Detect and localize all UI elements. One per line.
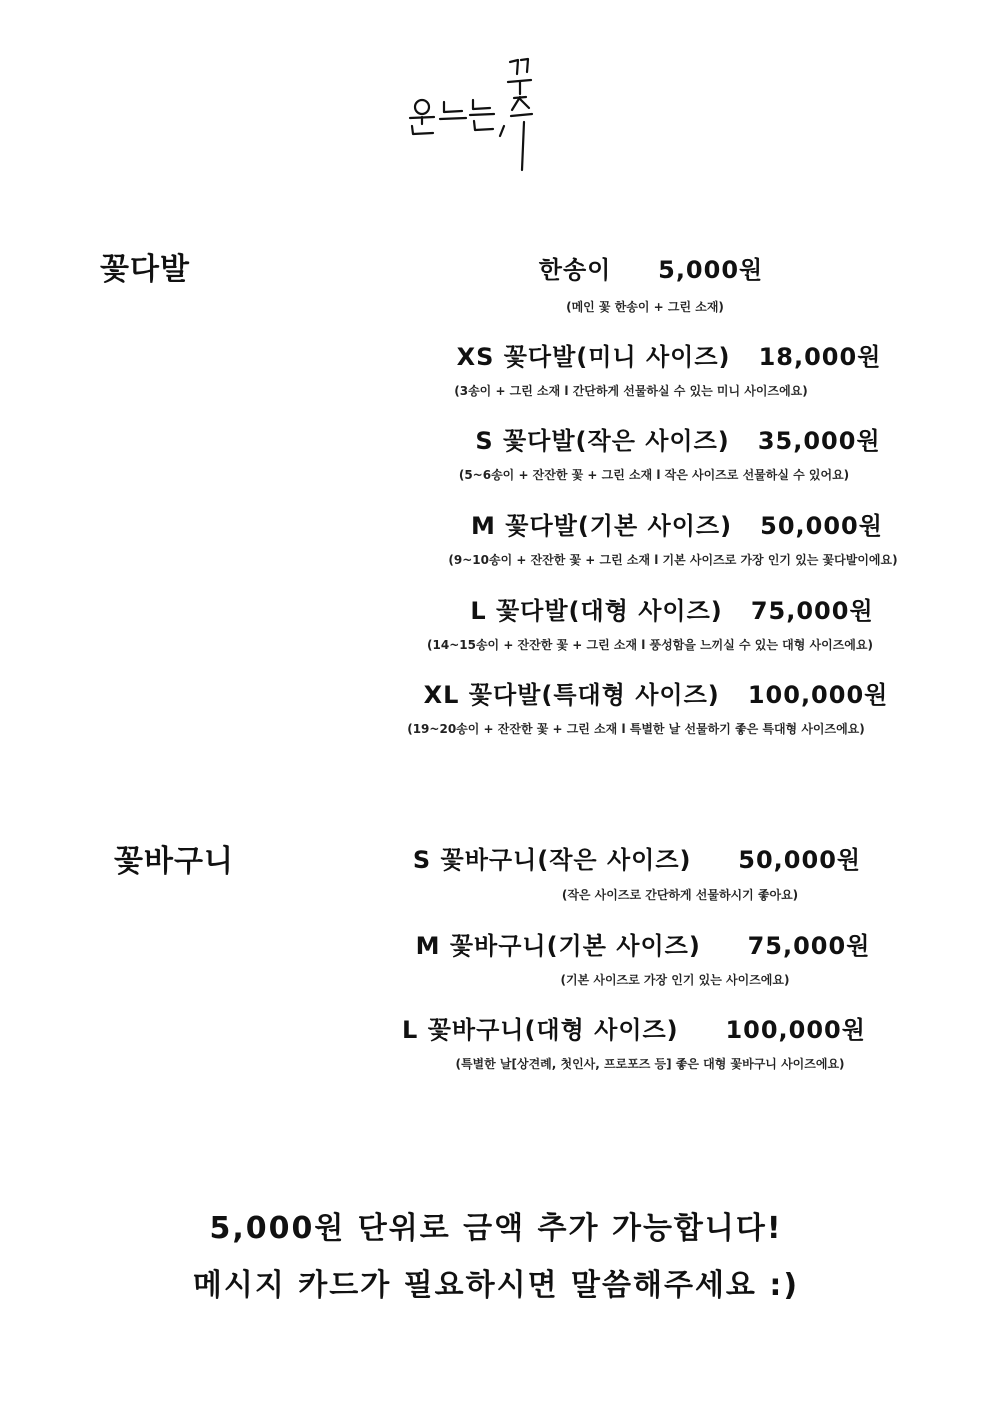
menu-item-bouquet-s bbox=[475, 421, 880, 456]
item-name: XS 꽃다발(미니 사이즈) bbox=[456, 343, 731, 371]
menu-item-basket-m bbox=[416, 926, 871, 961]
item-name: L 꽃다발(대형 사이즈) bbox=[470, 597, 723, 625]
menu-item-basket-s bbox=[413, 840, 861, 875]
item-description: (14~15송이 + 잔잔한 꽃 + 그린 소재 l 풍성함을 느끼실 수 있는 대형 사이즈에요) bbox=[427, 638, 873, 652]
item-price: 5,000원 bbox=[658, 256, 764, 284]
item-price: 50,000원 bbox=[760, 512, 883, 540]
item-price: 75,000원 bbox=[750, 597, 874, 625]
item-description: (메인 꽃 한송이 + 그린 소재) bbox=[566, 300, 724, 314]
item-name: M 꽃다발(기본 사이즈) bbox=[471, 512, 733, 540]
item-description: (3송이 + 그린 소재 l 간단하게 선물하실 수 있는 미니 사이즈에요) bbox=[454, 384, 808, 398]
item-name: 한송이 bbox=[538, 256, 612, 284]
basket-section-title: 꽃바구니 bbox=[114, 844, 234, 879]
item-price: 18,000원 bbox=[758, 343, 882, 371]
item-price: 100,000원 bbox=[747, 681, 889, 709]
item-description: (9~10송이 + 잔잔한 꽃 + 그린 소재 l 기본 사이즈로 가장 인기 있는 꽃다발이에요) bbox=[448, 553, 898, 567]
menu-item-basket-l bbox=[402, 1010, 866, 1045]
bouquet-section-title: 꽃다발 bbox=[100, 252, 190, 287]
item-price: 35,000원 bbox=[757, 427, 881, 455]
menu-item-bouquet-xl bbox=[424, 675, 889, 710]
item-price: 75,000원 bbox=[747, 932, 871, 960]
item-name: L 꽃바구니(대형 사이즈) bbox=[402, 1016, 679, 1044]
shop-logo bbox=[400, 52, 570, 177]
menu-item-bouquet-m bbox=[471, 506, 883, 541]
item-price: 100,000원 bbox=[725, 1016, 866, 1044]
menu-item-bouquet-l bbox=[470, 591, 873, 626]
footer-note-message-card: 메시지 카드가 필요하시면 말씀해주세요 :) bbox=[192, 1268, 800, 1303]
item-description: (특별한 날[상견례, 첫인사, 프로포즈 등] 좋은 대형 꽃바구니 사이즈에요) bbox=[455, 1057, 845, 1071]
menu-item-bouquet-xs bbox=[457, 337, 882, 372]
item-description: (19~20송이 + 잔잔한 꽃 + 그린 소재 l 특별한 날 선물하기 좋은 특대형 사이즈에요) bbox=[407, 722, 865, 736]
item-name: S 꽃다발(작은 사이즈) bbox=[475, 427, 730, 455]
footer-note-price-increment: 5,000원 단위로 금액 추가 가능합니다! bbox=[209, 1211, 783, 1246]
item-description: (작은 사이즈로 간단하게 선물하시기 좋아요) bbox=[561, 888, 799, 902]
item-name: S 꽃바구니(작은 사이즈) bbox=[412, 846, 692, 874]
item-description: (기본 사이즈로 가장 인기 있는 사이즈에요) bbox=[560, 973, 790, 987]
item-name: XL 꽃다발(특대형 사이즈) bbox=[423, 681, 720, 709]
item-price: 50,000원 bbox=[738, 846, 862, 874]
item-name: M 꽃바구니(기본 사이즈) bbox=[415, 932, 701, 960]
menu-item-single-flower bbox=[539, 250, 763, 285]
item-description: (5~6송이 + 잔잔한 꽃 + 그린 소재 l 작은 사이즈로 선물하실 수 있어요) bbox=[458, 468, 850, 482]
